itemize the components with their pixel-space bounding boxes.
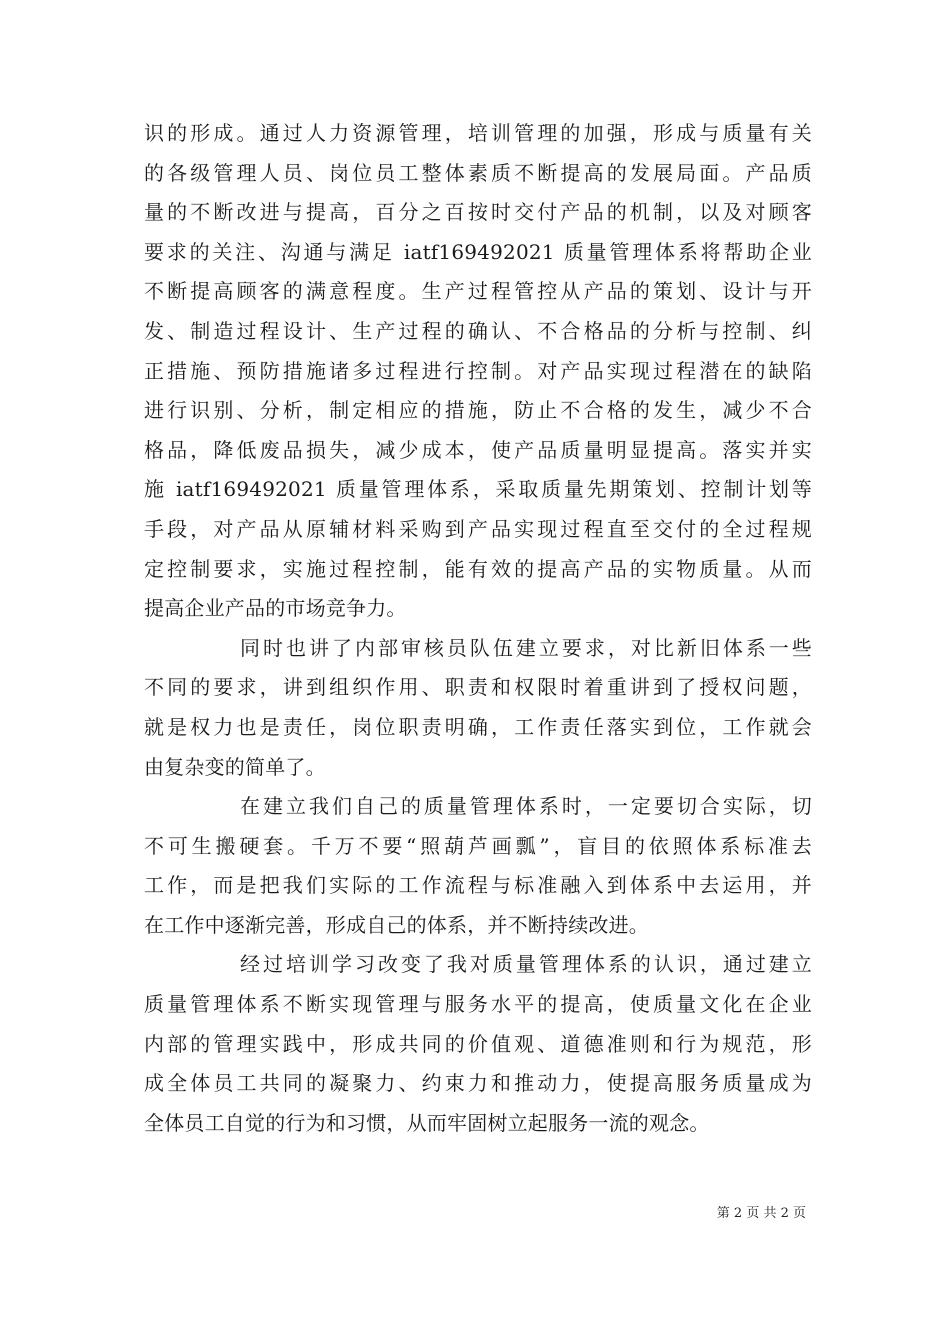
text-line: 识的形成。通过人力资源管理，培训管理的加强，形成与质量有关 (144, 121, 812, 145)
text-line: 提高企业产品的市场竞争力。 (144, 596, 407, 621)
paragraph-1 (144, 114, 812, 629)
text-line: 量的不断改进与提高，百分之百按时交付产品的机制，以及对顾客 (144, 200, 812, 225)
text-line: 全体员工自觉的行为和习惯，从而牢固树立起服务一流的观念。 (144, 1110, 710, 1135)
text-line: 由复杂变的简单了。 (144, 754, 326, 779)
text-line: 正措施、预防措施诸多过程进行控制。对产品实现过程潜在的缺陷 (144, 358, 812, 383)
text-line: 成全体员工共同的凝聚力、约束力和推动力，使提高服务质量成为 (144, 1071, 812, 1096)
text-line: 手段，对产品从原辅材料采购到产品实现过程直至交付的全过程规 (144, 516, 812, 541)
document-body (144, 114, 812, 1143)
text-line: 的各级管理人员、岗位员工整体素质不断提高的发展局面。产品质 (144, 160, 812, 185)
text-line: 不同的要求，讲到组织作用、职责和权限时着重讲到了授权问题， (144, 675, 812, 700)
text-line: 同时也讲了内部审核员队伍建立要求，对比新旧体系一些 (240, 635, 812, 660)
text-line: 施 iatf169492021 质量管理体系，采取质量先期策划、控制计划等 (144, 477, 812, 502)
text-line: 不断提高顾客的满意程度。生产过程管控从产品的策划、设计与开 (144, 279, 812, 304)
text-line: 定控制要求，实施过程控制，能有效的提高产品的实物质量。从而 (144, 556, 812, 581)
text-line: 不可生搬硬套。千万不要“照葫芦画瓢”，盲目的依照体系标准去 (144, 833, 812, 858)
paragraph-4 (144, 945, 812, 1143)
paragraph-2 (144, 629, 812, 787)
text-line: 质量管理体系不断实现管理与服务水平的提高，使质量文化在企业 (144, 992, 812, 1017)
text-line: 要求的关注、沟通与满足 iatf169492021 质量管理体系将帮助企业 (144, 239, 812, 264)
text-line: 内部的管理实践中，形成共同的价值观、道德准则和行为规范，形 (144, 1031, 812, 1056)
text-line: 在工作中逐渐完善，形成自己的体系，并不断持续改进。 (144, 912, 649, 937)
text-line: 发、制造过程设计、生产过程的确认、不合格品的分析与控制、纠 (144, 318, 812, 343)
text-line: 进行识别、分析，制定相应的措施，防止不合格的发生，减少不合 (144, 398, 812, 423)
text-line: 经过培训学习改变了我对质量管理体系的认识，通过建立 (240, 952, 812, 977)
text-line: 格品，降低废品损失，减少成本，使产品质量明显提高。落实并实 (144, 437, 812, 462)
page-number: 第 2 页 共 2 页 (716, 1206, 806, 1221)
paragraph-3 (144, 787, 812, 945)
text-line: 在建立我们自己的质量管理体系时，一定要切合实际，切 (240, 794, 812, 819)
text-line: 工作，而是把我们实际的工作流程与标准融入到体系中去运用，并 (144, 873, 812, 898)
text-line: 就是权力也是责任，岗位职责明确，工作责任落实到位，工作就会 (144, 714, 812, 739)
